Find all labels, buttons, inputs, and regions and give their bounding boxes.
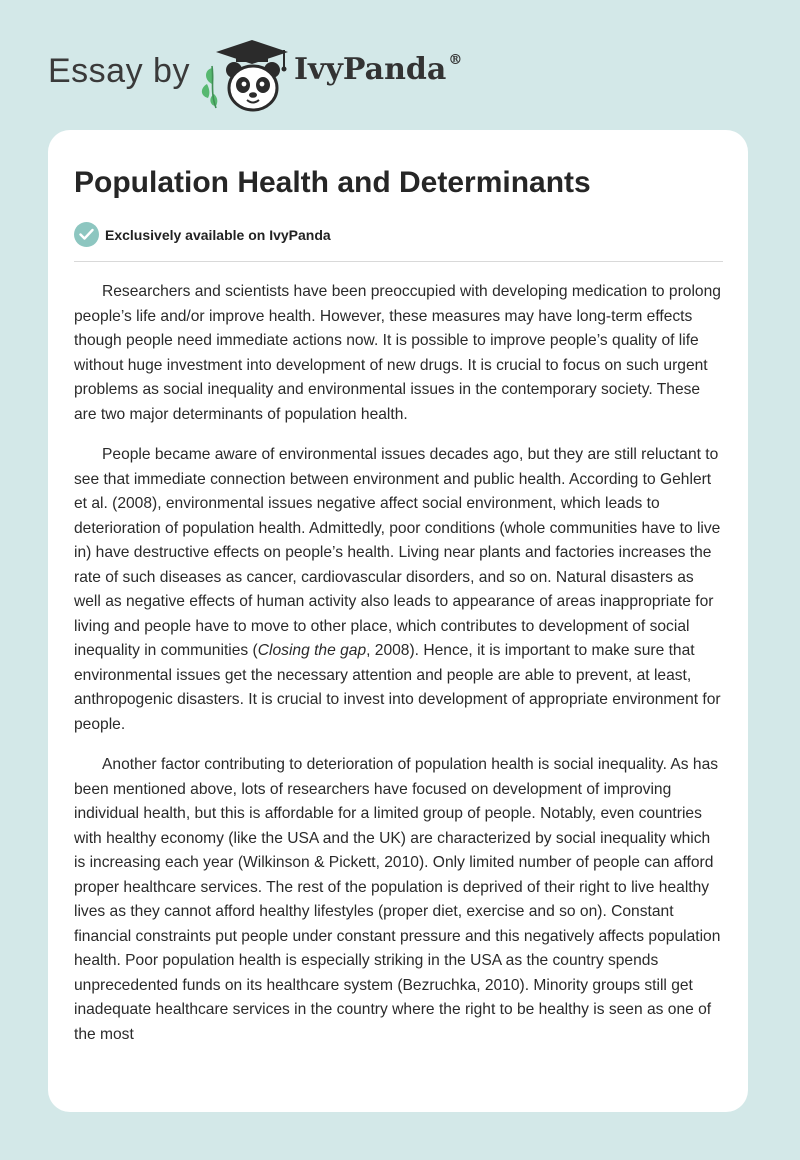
brand-name-text: IvyPanda (294, 52, 447, 87)
essay-by-label: Essay by (48, 52, 190, 90)
exclusive-badge-label: Exclusively available on IvyPanda (105, 227, 331, 243)
essay-title: Population Health and Determinants (74, 166, 591, 199)
paragraph-2-text-start: People became aware of environmental issues decades ago, but they are still reluctant to see that immediate connection between environment and public health. According to Gehlert et al. (2008), environmental issues negative affect social environment, which leads to deterioration of population health. Admittedly, poor conditions (whole communities have to live in) have destructive effects on people’s health. Living near plants and factories increases the rate of such diseases as cancer, cardiovascular disorders, and so on. Natural disasters as well as negative effects of human activity also leads to appearance of areas inappropriate for living and people have to move to other place, which contributes to development of social inequality in communities ( (74, 446, 721, 659)
paragraph-2 (74, 443, 723, 737)
ivypanda-wordmark (294, 52, 462, 87)
paragraph-2-text-end: , 2008). Hence, it is important to make sure that environmental issues get the necessary attention and people are able to prevent, at least, anthropogenic disasters. It is crucial to invest into development of appropriate environment for people. (74, 642, 721, 733)
essay-body (74, 280, 723, 1063)
panda-logo-icon (200, 36, 290, 116)
checkmark-icon (74, 222, 99, 247)
registered-mark: ® (448, 52, 463, 68)
header-divider (74, 261, 723, 262)
closing-the-gap-citation: Closing the gap (257, 642, 367, 659)
site-brand[interactable] (48, 36, 508, 116)
paragraph-1: Researchers and scientists have been preoccupied with developing medication to prolong people’s life and/or improve health. However, these measures may have long-term effects though people need immediate actions now. It is possible to improve people’s quality of life without huge investment into development of new drugs. It is crucial to focus on such urgent problems as social inequality and environmental issues in the contemporary society. These are two major determinants of population health. (74, 283, 721, 423)
paragraph-3: Another factor contributing to deterioration of population health is social inequality. As has been mentioned above, lots of researchers have focused on development of improving individual health, but this is affordable for a limited group of people. Notably, even countries with healthy economy (like the USA and the UK) are characterized by social inequality which is increasing each year (Wilkinson & Pickett, 2010). Only limited number of people can afford proper healthcare services. The rest of the population is deprived of their right to live healthy lives as they cannot afford healthy lifestyles (proper diet, exercise and so on). Constant financial constraints put people under constant pressure and this negatively affects population health. Poor population health is especially striking in the USA as the country spends unprecedented funds on its healthcare system (Bezruchka, 2010). Minority groups still get inadequate healthcare services in the country where the right to be healthy is seen as one of the most (74, 756, 721, 1043)
essay-card (48, 130, 748, 1112)
